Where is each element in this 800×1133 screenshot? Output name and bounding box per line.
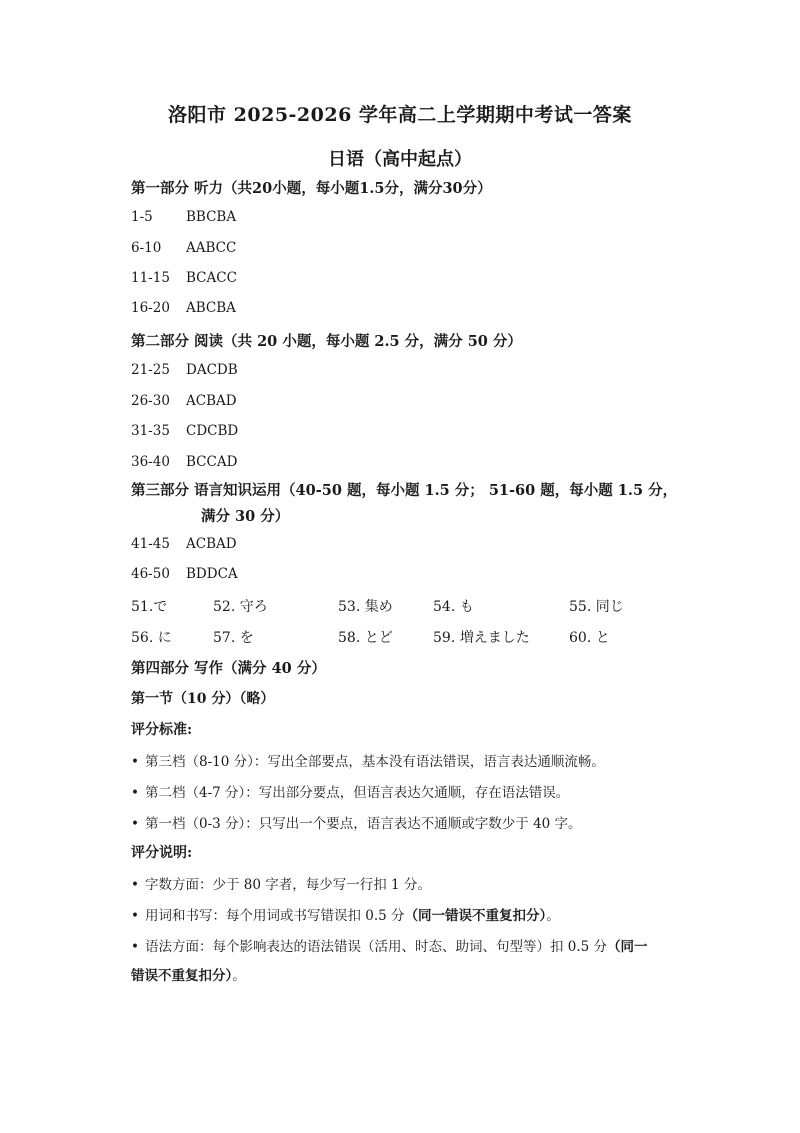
note-emphasis: （同一 [607, 939, 648, 955]
part3-heading-cont: 满分 30 分） [201, 508, 290, 525]
criteria-item [131, 812, 582, 832]
bullet-icon: • [131, 754, 139, 770]
answer-letters: BCACC [186, 270, 237, 286]
answer-range: 16-20 [131, 300, 170, 316]
page-subtitle: 日语（高中起点） [328, 149, 472, 170]
fill-answer: 53. 集め [338, 599, 393, 615]
note-text: 用词和书写：每个用词或书写错误扣 0.5 分 [145, 908, 405, 924]
answer-letters: DACDB [186, 362, 238, 378]
criteria-text: 第二档（4-7 分）：写出部分要点，但语言表达欠通顺，存在语法错误。 [145, 785, 570, 801]
answer-letters: BDDCA [186, 566, 238, 582]
answer-range: 1-5 [131, 209, 153, 225]
bullet-icon: • [131, 908, 139, 924]
answer-letters: ABCBA [186, 300, 236, 316]
part3-heading: 第三部分 语言知识运用（40-50 题，每小题 1.5 分； 51-60 题，每小题 1.5 分， [131, 482, 678, 499]
note-item-cont [131, 964, 246, 984]
fill-answer: 55. 同じ [569, 599, 624, 615]
fill-answer: 51.で [131, 599, 168, 615]
part4-heading: 第四部分 写作（满分 40 分） [131, 660, 326, 677]
answer-range: 6-10 [131, 240, 162, 256]
answer-range: 31-35 [131, 423, 170, 439]
answer-row [131, 270, 237, 286]
note-text: 语法方面：每个影响表达的语法错误（活用、时态、助词、句型等）扣 0.5 分 [145, 939, 608, 955]
answer-row [131, 454, 237, 470]
note-emphasis: （同一错误不重复扣分） [404, 908, 547, 924]
answer-row [131, 362, 238, 378]
note-item [131, 873, 431, 893]
answer-letters: AABCC [186, 240, 237, 256]
answer-row [131, 300, 236, 316]
answer-letters: BBCBA [186, 209, 237, 225]
answer-range: 46-50 [131, 566, 170, 582]
answer-row [131, 209, 236, 225]
fill-answer: 57. を [213, 630, 254, 646]
criteria-text: 第三档（8-10 分）：写出全部要点，基本没有语法错误，语言表达通顺流畅。 [145, 754, 605, 770]
answer-range: 26-30 [131, 393, 170, 409]
criteria-title: 评分标准: [131, 722, 193, 738]
note-emphasis: 错误不重复扣分） [131, 968, 233, 984]
answer-row [131, 536, 237, 552]
answer-letters: ACBAD [186, 393, 237, 409]
note-item [131, 904, 560, 924]
answer-row [131, 240, 236, 256]
criteria-item [131, 781, 569, 801]
bullet-icon: • [131, 785, 139, 801]
bullet-icon: • [131, 877, 139, 893]
answer-range: 41-45 [131, 536, 170, 552]
note-text: 字数方面：少于 80 字者，每少写一行扣 1 分。 [145, 877, 431, 893]
fill-answer: 56. に [131, 630, 172, 646]
note-end: 。 [232, 968, 246, 984]
note-end: 。 [546, 908, 560, 924]
section1-heading: 第一节（10 分）（略） [131, 691, 275, 707]
bullet-icon: • [131, 816, 139, 832]
answer-row [131, 423, 238, 439]
fill-answer: 52. 守ろ [213, 599, 268, 615]
part2-heading: 第二部分 阅读（共 20 小题，每小题 2.5 分，满分 50 分） [131, 333, 522, 350]
answer-row [131, 566, 238, 582]
answer-letters: CDCBD [186, 423, 239, 439]
fill-answer: 54. も [433, 599, 474, 615]
criteria-text: 第一档（0-3 分）：只写出一个要点，语言表达不通顺或字数少于 40 字。 [145, 816, 582, 832]
fill-answer: 58. とど [338, 630, 393, 646]
part1-heading: 第一部分 听力（共20小题，每小题1.5分，满分30分） [131, 180, 492, 197]
notes-title: 评分说明: [131, 845, 193, 861]
fill-answer: 59. 増えました [433, 630, 530, 646]
note-item [131, 935, 648, 955]
answer-range: 11-15 [131, 270, 170, 286]
page-title: 洛阳市 2025-2026 学年高二上学期期中考试一答案 [168, 104, 632, 126]
answer-range: 36-40 [131, 454, 170, 470]
answer-letters: ACBAD [186, 536, 237, 552]
answer-row [131, 393, 237, 409]
fill-answer: 60. と [569, 630, 610, 646]
answer-letters: BCCAD [186, 454, 238, 470]
criteria-item [131, 750, 605, 770]
answer-range: 21-25 [131, 362, 170, 378]
bullet-icon: • [131, 939, 139, 955]
